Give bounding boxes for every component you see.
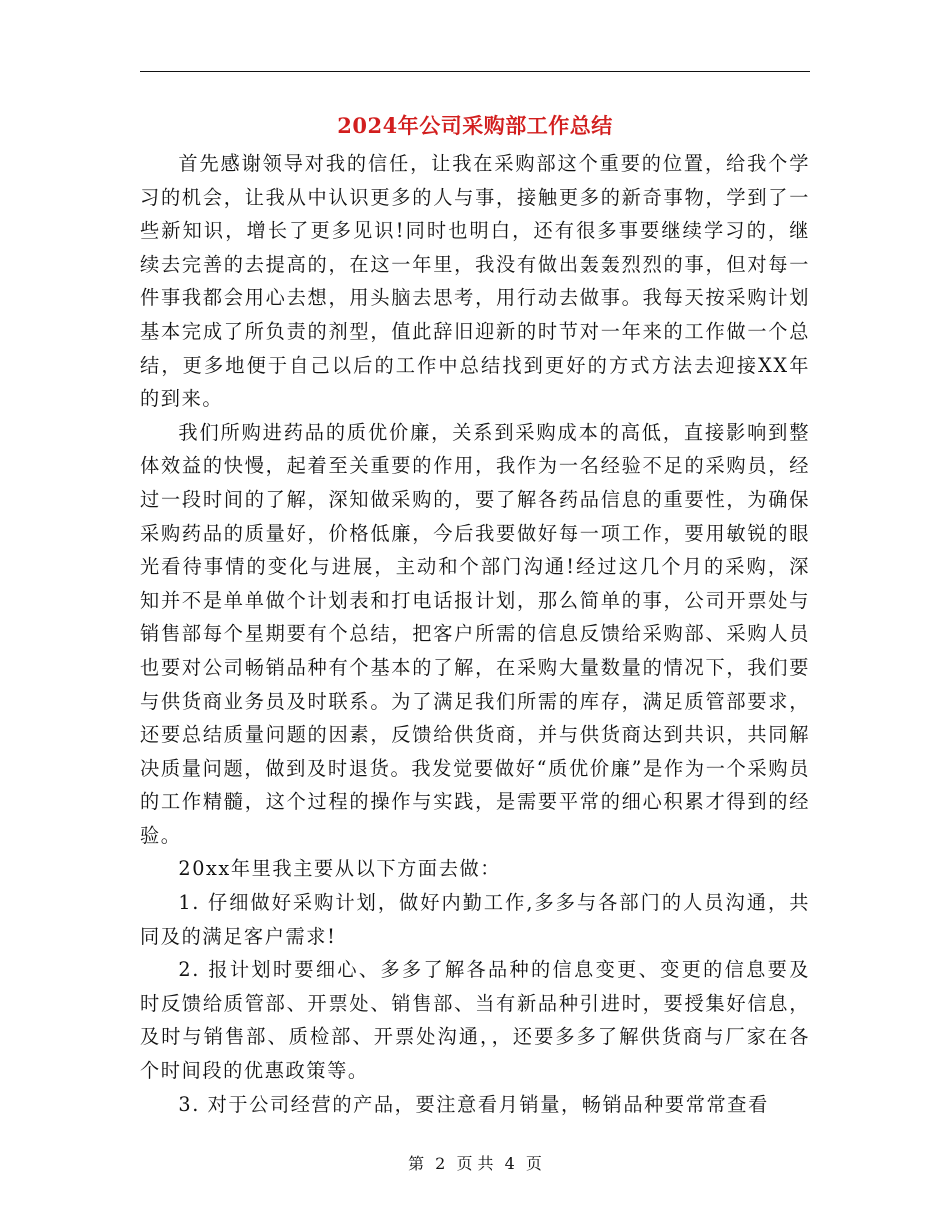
paragraph-intro: 首先感谢领导对我的信任，让我在采购部这个重要的位置，给我个学习的机会，让我从中认识更多的人与事，接触更多的新奇事物，学到了一些新知识，增长了更多见识!同时也明白，还有很多事要继续学习的，继续去完善的去提高的，在这一年里，我没有做出轰轰烈烈的事，但对每一件事我都会用心去想，用头脑去思考，用行动去做事。我每天按采购计划基本完成了所负责的剂型，值此辞旧迎新的时节对一年来的工作做一个总结，更多地便于自己以后的工作中总结找到更好的方式方法去迎接XX年的到来。 bbox=[140, 152, 810, 411]
footer-suffix: 页 bbox=[525, 1154, 542, 1173]
header-rule bbox=[140, 71, 810, 72]
paragraph-quality-price: 我们所购进药品的质优价廉，关系到采购成本的高低，直接影响到整体效益的快慢，起着至关重要的作用，我作为一名经验不足的采购员，经过一段时间的了解，深知做采购的，要了解各药品信息的重要性，为确保采购药品的质量好，价格低廉，今后我要做好每一项工作，要用敏锐的眼光看待事情的变化与进展，主动和个部门沟通!经过这几个月的采购，深知并不是单单做个计划表和打电话报计划，那么简单的事，公司开票处与销售部每个星期要有个总结，把客户所需的信息反馈给采购部、采购人员也要对公司畅销品种有个基本的了解，在采购大量数量的情况下，我们要与供货商业务员及时联系。为了满足我们所需的库存，满足质管部要求，还要总结质量问题的因素，反馈给供货商，并与供货商达到共识，共同解决质量问题，做到及时退货。我发觉要做好“质优价廉”是作为一个采购员的工作精髓，这个过程的操作与实践，是需要平常的细心积累才得到的经验。 bbox=[140, 420, 810, 847]
list-item-3: 3. 对于公司经营的产品，要注意看月销量，畅销品种要常常查看 bbox=[178, 1092, 769, 1116]
document-body bbox=[140, 147, 810, 1121]
footer-prefix: 第 bbox=[408, 1154, 425, 1173]
footer-current-page: 2 bbox=[435, 1154, 446, 1173]
list-item-1: 1. 仔细做好采购计划，做好内勤工作,多多与各部门的人员沟通，共同及的满足客户需求! bbox=[140, 891, 810, 948]
document-title: 2024年公司采购部工作总结 bbox=[337, 113, 613, 138]
list-item-2: 2. 报计划时要细心、多多了解各品种的信息变更、变更的信息要及时反馈给质管部、开票处、销售部、当有新品种引进时，要授集好信息，及时与销售部、质检部、开票处沟通，，还要多多了解供货商与厂家在各个时间段的优惠政策等。 bbox=[140, 958, 810, 1083]
page-footer bbox=[0, 1152, 950, 1176]
footer-middle: 页 共 bbox=[456, 1154, 494, 1173]
paragraph-plan-heading: 20xx年里我主要从以下方面去做： bbox=[178, 857, 502, 881]
footer-total-pages: 4 bbox=[504, 1154, 515, 1173]
